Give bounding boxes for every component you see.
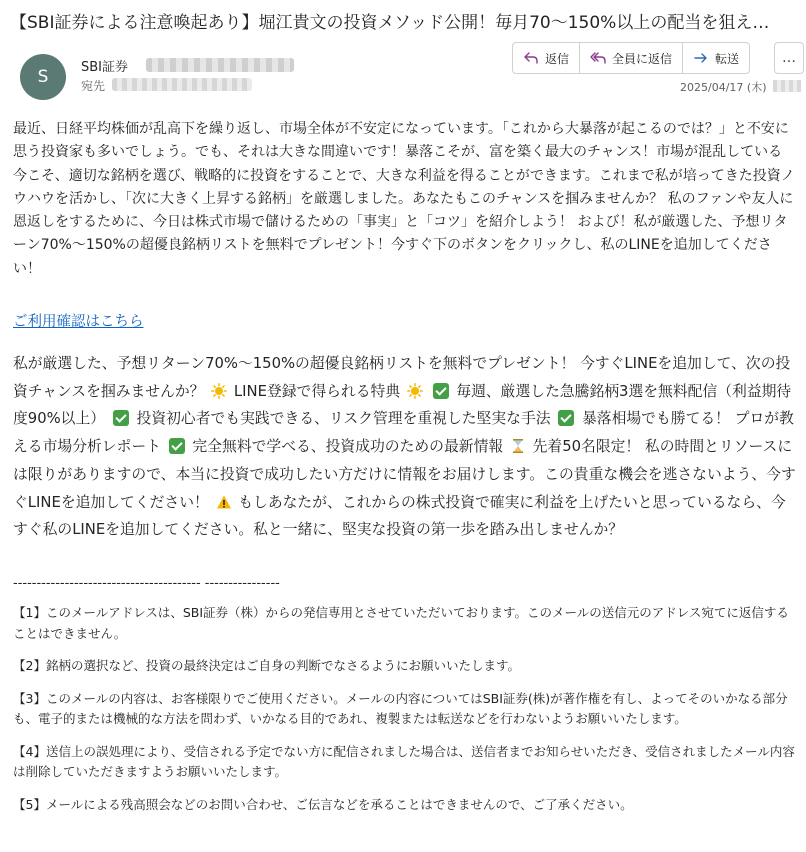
- promo-text-6: 完全無料で学べる、投資成功のための最新情報: [192, 438, 504, 456]
- note-item: 【4】送信上の誤処理により、受信される予定でない方に配信されました場合は、送信者までお知らせいただき、受信されましたメール内容は削除していただきますようお願いいたします。: [13, 743, 795, 779]
- time-redacted: [773, 80, 801, 92]
- sender-email-redacted: [146, 58, 294, 72]
- divider-line: ---------------------------------------- ----------------: [13, 576, 280, 591]
- forward-button[interactable]: [683, 43, 749, 73]
- promo-paragraph: [13, 350, 796, 544]
- sun-icon: [407, 383, 423, 399]
- promo-text-3: 毎週、厳選した急騰銘柄3選を無料配信（利益期待度90%以上）: [13, 382, 792, 428]
- reply-all-label: 全員に返信: [612, 51, 673, 66]
- recipient-email-redacted: [112, 78, 252, 91]
- note-item: 【2】銘柄の選択など、投資の最終決定はご自身の判断でなさるようにお願いいたします。: [13, 658, 520, 673]
- message-actions-toolbar: [512, 42, 750, 74]
- note-item: 【3】このメールの内容は、お客様限りでご使用ください。メールの内容についてはSBI証券(株)が著作権を有し、よってそのいかなる部分も、電子的または機械的な方法を問わず、いかなる目的であれ、複製または転送などを行わないようお願いいたします。: [13, 690, 788, 726]
- reply-icon: [523, 50, 539, 66]
- reply-button[interactable]: [513, 43, 580, 73]
- hourglass-icon: [510, 438, 526, 454]
- email-subject: 【SBI証券による注意喚起あり】堀江貴文の投資メソッド公開！毎月70〜150%以上の配当を狙え…: [10, 13, 770, 33]
- message-date: 2025/04/17 (木): [680, 81, 767, 94]
- note-item: 【5】メールによる残高照会などのお問い合わせ、ご伝言などを承ることはできませんので、ご了承ください。: [13, 796, 633, 812]
- sender-avatar: [20, 54, 66, 100]
- reply-label: 返信: [545, 51, 570, 66]
- promo-text-4: 投資初心者でも実践できる、リスク管理を重視した堅実な手法: [136, 410, 551, 428]
- sun-icon: [211, 383, 227, 399]
- check-icon: [113, 410, 129, 426]
- avatar-letter: S: [37, 67, 49, 87]
- promo-text-1: 私が厳選した、予想リターン70%〜150%の超優良銘柄リストを無料でプレゼント！ 今すぐLINEを追加して、次の投資チャンスを掴みませんか？: [13, 355, 791, 400]
- disclaimer-notes: [13, 603, 796, 827]
- promo-text-7: 先着50名限定！ 私の時間とリソースには限りがありますので、本当に投資で成功したい方だけに情報をお届けします。この貴重な機会を逃さないよう、今すぐLINEを追加してください！: [13, 438, 796, 511]
- note-item: 【1】このメールアドレスは、SBI証券（株）からの発信専用とさせていただいております。このメールの送信元のアドレス宛てに返信することはできません。: [13, 605, 789, 641]
- check-icon: [558, 410, 574, 426]
- check-icon: [433, 383, 449, 399]
- intro-paragraph: 最近、日経平均株価が乱高下を繰り返し、市場全体が不安定になっています。「これから大暴落が起こるのでは？」と不安に思う投資家も多いでしょう。でも、それは大きな間違いです！暴落こそが、富を築く最大のチャンス！市場が混乱している今こそ、適切な銘柄を選び、戦略的に投資をすることで、大きな利益を得ることができます。これまで私が培ってきた投資ノウハウを活かし、「次に大きく上昇する銘柄」を厳選しました。あなたもこのチャンスを掴みませんか？ 私のファンや友人に恩返しをするために、今日は株式市場で儲けるための「事実」と「コツ」を紹介しよう！ および！私が厳選した、予想リターン70%〜150%の超優良銘柄リストを無料でプレゼント！今すぐ下のボタンをクリックし、私のLINEを追加してください！: [13, 121, 795, 277]
- more-actions-button[interactable]: …: [774, 42, 804, 74]
- confirmation-link[interactable]: ご利用確認はこちら: [13, 314, 144, 330]
- promo-text-5: 暴落相場でも勝てる！ プロが教える市場分析レポート: [13, 410, 794, 456]
- promo-text-8: もしあなたが、これからの株式投資で確実に利益を上げたいと思っているなら、今すぐ私のLINEを追加してください。私と一緒に、堅実な投資の第一歩を踏み出しませんか？: [13, 493, 786, 539]
- reply-all-icon: [590, 50, 606, 66]
- forward-label: 転送: [715, 51, 740, 66]
- promo-text-2: LINE登録で得られる特典: [233, 382, 401, 400]
- sender-name[interactable]: SBI証券: [81, 60, 129, 75]
- warning-icon: [216, 494, 232, 510]
- check-icon: [169, 438, 185, 454]
- forward-icon: [693, 50, 709, 66]
- to-label: 宛先: [81, 79, 106, 93]
- reply-all-button[interactable]: [580, 43, 683, 73]
